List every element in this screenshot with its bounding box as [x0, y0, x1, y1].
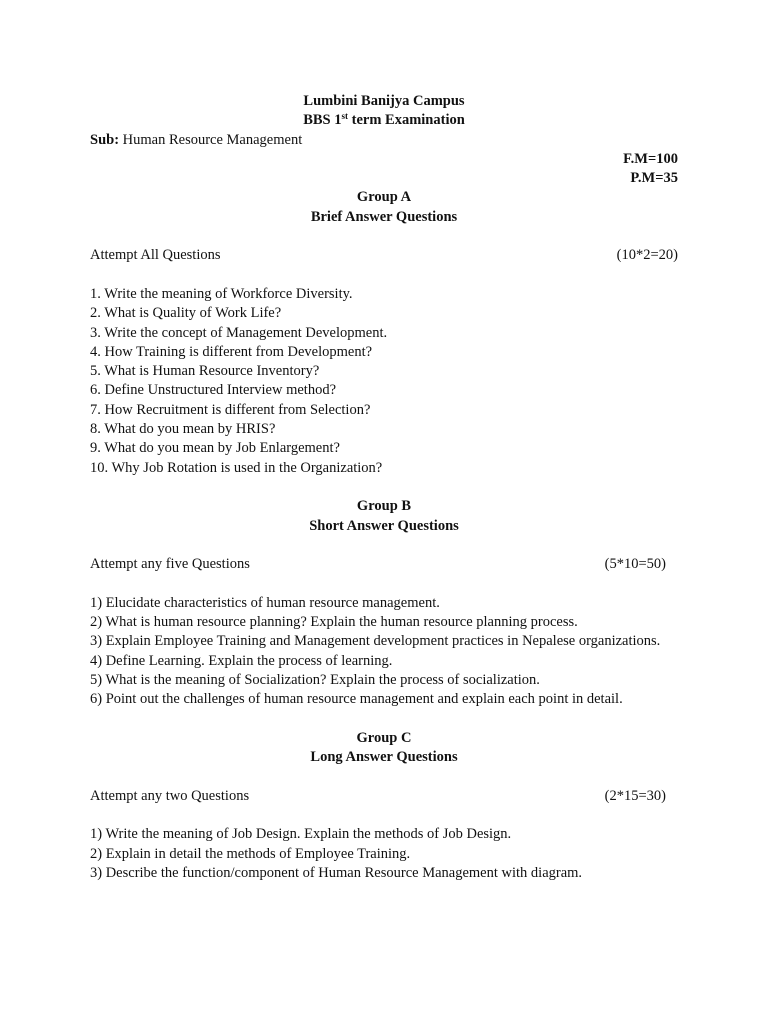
- exam-title: [90, 111, 678, 130]
- subject-line: [90, 131, 678, 150]
- question-c-2: 2) Explain in detail the methods of Employee Training.: [90, 845, 411, 862]
- group-c-subtitle: Long Answer Questions: [310, 749, 458, 766]
- group-c-marks: (2*15=30): [604, 787, 666, 804]
- group-c-instruction: Attempt any two Questions: [90, 787, 250, 804]
- group-a-title: Group A: [356, 189, 412, 206]
- full-marks: F.M=100: [623, 150, 678, 167]
- group-b-instruction-row: [90, 555, 678, 574]
- question-a-2: 2. What is Quality of Work Life?: [90, 305, 282, 322]
- question-b-5: 5) What is the meaning of Socialization? Explain the process of socialization.: [90, 671, 540, 688]
- subject-label: Sub:: [90, 131, 120, 148]
- question-a-9: 9. What do you mean by Job Enlargement?: [90, 440, 340, 457]
- question-a-5: 5. What is Human Resource Inventory?: [90, 363, 320, 380]
- group-c-title: Group C: [356, 729, 412, 746]
- exam-title-prefix: BBS 1: [303, 112, 342, 129]
- question-b-4: 4) Define Learning. Explain the process of learning.: [90, 652, 393, 669]
- question-a-7: 7. How Recruitment is different from Selection?: [90, 401, 371, 418]
- exam-paper: [90, 92, 678, 883]
- exam-title-superscript: st: [341, 111, 348, 122]
- question-b-6: 6) Point out the challenges of human resource management and explain each point in detail.: [90, 691, 623, 708]
- spacer: [90, 710, 678, 729]
- exam-title-suffix: term Examination: [348, 112, 465, 129]
- campus-name: Lumbini Banijya Campus: [303, 93, 465, 109]
- spacer: [90, 266, 678, 285]
- subject-name: Human Resource Management: [119, 131, 303, 148]
- question-a-3: 3. Write the concept of Management Development.: [90, 324, 388, 341]
- group-b-marks: (5*10=50): [604, 556, 666, 573]
- question-a-1: 1. Write the meaning of Workforce Diversity.: [90, 285, 353, 302]
- group-b-subtitle: Short Answer Questions: [309, 517, 459, 534]
- question-a-10: 10. Why Job Rotation is used in the Organization?: [90, 459, 383, 476]
- spacer: [90, 767, 678, 786]
- group-a-instruction: Attempt All Questions: [90, 247, 221, 264]
- question-a-6: 6. Define Unstructured Interview method?: [90, 382, 337, 399]
- spacer: [90, 574, 678, 593]
- question-b-3: 3) Explain Employee Training and Management development practices in Nepalese organizations.: [90, 633, 661, 650]
- spacer: [90, 227, 678, 246]
- question-c-1: 1) Write the meaning of Job Design. Explain the methods of Job Design.: [90, 826, 512, 843]
- group-a-instruction-row: [90, 246, 678, 265]
- question-b-1: 1) Elucidate characteristics of human resource management.: [90, 594, 440, 611]
- spacer: [90, 478, 678, 497]
- question-a-8: 8. What do you mean by HRIS?: [90, 421, 276, 438]
- group-c-instruction-row: [90, 787, 678, 806]
- spacer: [90, 806, 678, 825]
- question-b-2: 2) What is human resource planning? Explain the human resource planning process.: [90, 614, 578, 631]
- group-a-subtitle: Brief Answer Questions: [310, 208, 458, 225]
- spacer: [90, 536, 678, 555]
- question-a-4: 4. How Training is different from Development?: [90, 343, 373, 360]
- group-a-marks: (10*2=20): [616, 247, 678, 264]
- pass-marks: P.M=35: [630, 170, 678, 187]
- question-c-3: 3) Describe the function/component of Human Resource Management with diagram.: [90, 864, 583, 881]
- group-b-instruction: Attempt any five Questions: [90, 556, 250, 573]
- group-b-title: Group B: [356, 498, 412, 515]
